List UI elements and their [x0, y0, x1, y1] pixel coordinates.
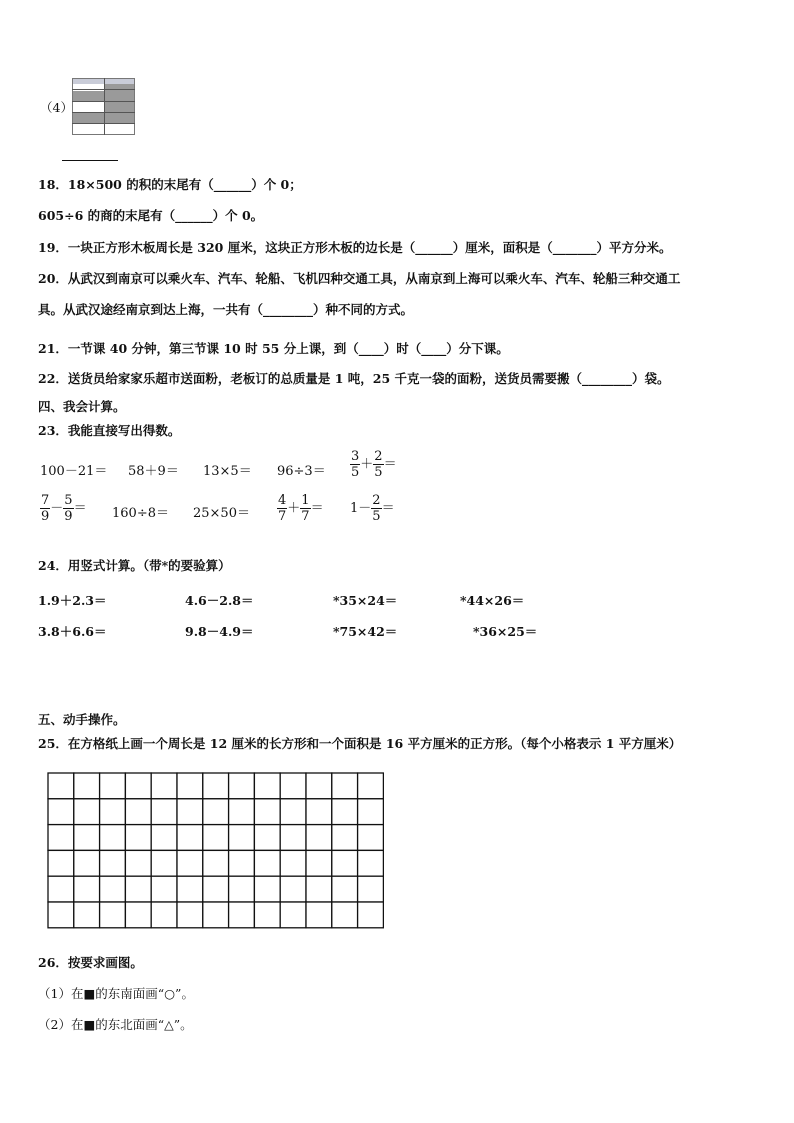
grid-cell[interactable]: [74, 850, 100, 876]
grid-cell[interactable]: [254, 773, 280, 799]
grid-cell[interactable]: [74, 799, 100, 825]
grid-cell[interactable]: [203, 876, 229, 902]
q23-title: 23．我能直接写出得数。: [38, 423, 181, 438]
grid-cell[interactable]: [203, 773, 229, 799]
q20-line1: 20．从武汉到南京可以乘火车、汽车、轮船、飞机四种交通工具，从南京到上海可以乘火车、汽车、轮船三种交通工: [38, 271, 681, 286]
grid-cell[interactable]: [280, 876, 306, 902]
grid-cell[interactable]: [280, 825, 306, 851]
grid-cell[interactable]: [100, 850, 126, 876]
grid-cell[interactable]: [48, 825, 74, 851]
grid-cell[interactable]: [177, 902, 203, 928]
q18-line2: 605÷6 的商的末尾有（______）个 0。: [38, 208, 264, 223]
grid-cell[interactable]: [177, 799, 203, 825]
q26-item2: （2）在■的东北面画“△”。: [38, 1017, 193, 1032]
section5-title: 五、动手操作。: [38, 712, 126, 727]
grid-cell[interactable]: [203, 799, 229, 825]
grid-cell[interactable]: [151, 825, 177, 851]
grid-cell[interactable]: [332, 825, 358, 851]
q26-title: 26．按要求画图。: [38, 955, 143, 970]
grid-cell[interactable]: [151, 799, 177, 825]
q24-r1-3: *35×24＝: [333, 593, 398, 608]
grid-cell[interactable]: [358, 876, 384, 902]
grid-cell[interactable]: [125, 799, 151, 825]
grid-cell[interactable]: [100, 825, 126, 851]
grid-cell[interactable]: [125, 773, 151, 799]
grid-cell[interactable]: [358, 799, 384, 825]
grid-cell[interactable]: [306, 902, 332, 928]
grid-cell[interactable]: [332, 773, 358, 799]
grid-cell[interactable]: [74, 876, 100, 902]
grid-cell[interactable]: [177, 876, 203, 902]
grid-cell[interactable]: [229, 799, 255, 825]
grid-cell[interactable]: [254, 799, 280, 825]
grid-cell[interactable]: [306, 825, 332, 851]
grid-cell[interactable]: [280, 799, 306, 825]
q23-r2-frac2: $\frac{4}{7}$ ＋ $\frac{1}{7}$ ＝: [278, 493, 324, 524]
grid-cell[interactable]: [203, 850, 229, 876]
grid-cell[interactable]: [306, 850, 332, 876]
grid-cell[interactable]: [151, 850, 177, 876]
q19-text: 19．一块正方形木板周长是 320 厘米，这块正方形木板的边长是（______）厘米，面积是（_______）平方分米。: [38, 240, 672, 255]
grid-cell[interactable]: [48, 799, 74, 825]
q23-r2-frac1: $\frac{7}{9}$ － $\frac{5}{9}$ ＝: [41, 493, 87, 524]
section4-title: 四、我会计算。: [38, 399, 126, 414]
grid-cell[interactable]: [203, 825, 229, 851]
q23-r1-3: 13×5＝: [203, 464, 252, 479]
grid-cell[interactable]: [229, 850, 255, 876]
grid-cell[interactable]: [74, 902, 100, 928]
grid-cell[interactable]: [280, 902, 306, 928]
q24-r1-2: 4.6－2.8＝: [185, 593, 254, 608]
q18-line1: 18．18×500 的积的末尾有（______）个 0；: [38, 177, 302, 192]
grid-cell[interactable]: [280, 850, 306, 876]
grid-cell[interactable]: [254, 902, 280, 928]
q24-r1-4: *44×26＝: [460, 593, 525, 608]
q22-text: 22．送货员给家家乐超市送面粉，老板订的总质量是 1 吨，25 千克一袋的面粉，送货员需要搬（________）袋。: [38, 371, 670, 386]
q25-grid[interactable]: [47, 772, 384, 929]
grid-cell[interactable]: [280, 773, 306, 799]
grid-cell[interactable]: [332, 876, 358, 902]
grid-cell[interactable]: [254, 825, 280, 851]
q21-text: 21．一节课 40 分钟，第三节课 10 时 55 分上课，到（____）时（____）分下课。: [38, 341, 509, 356]
grid-cell[interactable]: [74, 825, 100, 851]
q24-r2-1: 3.8＋6.6＝: [38, 624, 107, 639]
grid-cell[interactable]: [358, 850, 384, 876]
grid-cell[interactable]: [48, 876, 74, 902]
grid-cell[interactable]: [203, 902, 229, 928]
grid-cell[interactable]: [229, 902, 255, 928]
grid-cell[interactable]: [125, 902, 151, 928]
q24-r1-1: 1.9＋2.3＝: [38, 593, 107, 608]
q23-r2-3: 25×50＝: [193, 506, 250, 521]
grid-cell[interactable]: [306, 773, 332, 799]
q24-title: 24．用竖式计算。（带*的要验算）: [38, 558, 231, 573]
q17-figure: [72, 78, 136, 136]
grid-cell[interactable]: [151, 876, 177, 902]
grid-cell[interactable]: [254, 850, 280, 876]
grid-cell[interactable]: [229, 773, 255, 799]
q26-item1: （1）在■的东南面画“○”。: [38, 986, 194, 1001]
grid-cell[interactable]: [254, 876, 280, 902]
grid-cell[interactable]: [100, 773, 126, 799]
grid-cell[interactable]: [229, 825, 255, 851]
grid-cell[interactable]: [229, 876, 255, 902]
grid-cell[interactable]: [125, 825, 151, 851]
grid-cell[interactable]: [48, 902, 74, 928]
grid-cell[interactable]: [306, 876, 332, 902]
q24-r2-2: 9.8－4.9＝: [185, 624, 254, 639]
grid-cell[interactable]: [358, 773, 384, 799]
q23-r1-2: 58＋9＝: [128, 464, 179, 479]
grid-cell[interactable]: [48, 773, 74, 799]
q17-answer-line[interactable]: [62, 160, 118, 161]
q23-r2-frac3: 1－ $\frac{2}{5}$ ＝: [350, 493, 395, 524]
grid-cell[interactable]: [358, 902, 384, 928]
grid-cell[interactable]: [151, 773, 177, 799]
grid-cell[interactable]: [177, 773, 203, 799]
q23-r2-2: 160÷8＝: [112, 506, 169, 521]
grid-cell[interactable]: [358, 825, 384, 851]
grid-cell[interactable]: [332, 902, 358, 928]
q23-r1-4: 96÷3＝: [277, 464, 326, 479]
grid-cell[interactable]: [100, 876, 126, 902]
q25-text: 25．在方格纸上画一个周长是 12 厘米的长方形和一个面积是 16 平方厘米的正方形。（每个小格表示 1 平方厘米）: [38, 736, 682, 751]
q24-r2-4: *36×25＝: [473, 624, 538, 639]
q24-r2-3: *75×42＝: [333, 624, 398, 639]
grid-cell[interactable]: [151, 902, 177, 928]
grid-cell[interactable]: [48, 850, 74, 876]
grid-cell[interactable]: [177, 825, 203, 851]
grid-cell[interactable]: [100, 902, 126, 928]
grid-cell[interactable]: [125, 850, 151, 876]
q20-line2: 具。从武汉途经南京到达上海，一共有（________）种不同的方式。: [38, 302, 414, 317]
grid-cell[interactable]: [125, 876, 151, 902]
grid-cell[interactable]: [306, 799, 332, 825]
grid-cell[interactable]: [177, 850, 203, 876]
grid-cell[interactable]: [332, 799, 358, 825]
grid-cell[interactable]: [100, 799, 126, 825]
q17-label: （4）: [40, 100, 73, 115]
grid-cell[interactable]: [74, 773, 100, 799]
q23-r1-frac: $\frac{3}{5}$ ＋ $\frac{2}{5}$ ＝: [351, 449, 397, 480]
q23-r1-1: 100－21＝: [40, 464, 108, 479]
grid-cell[interactable]: [332, 850, 358, 876]
